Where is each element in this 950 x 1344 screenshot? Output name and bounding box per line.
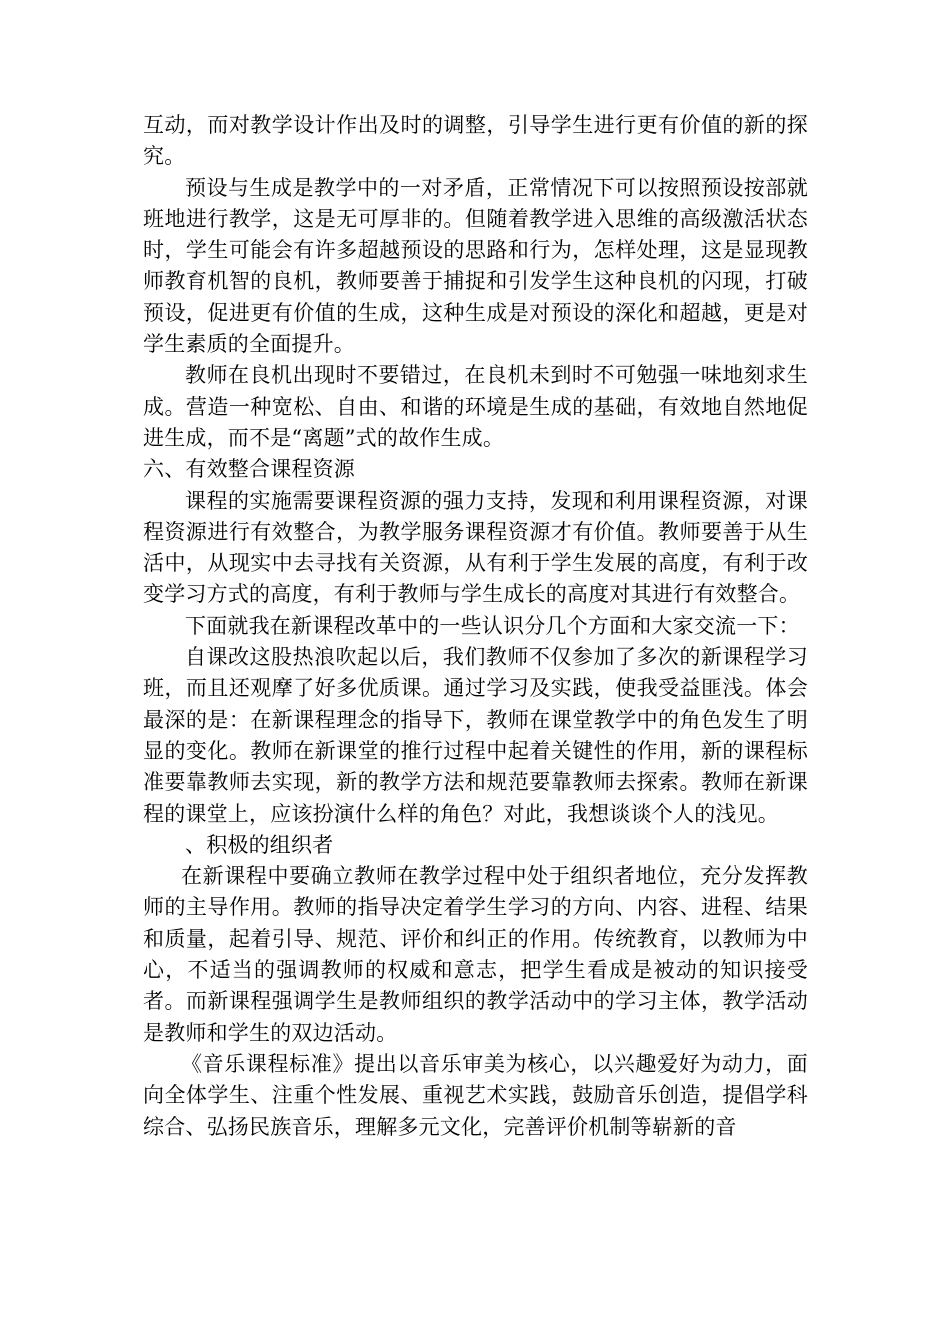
- paragraph-opportunity: 教师在良机出现时不要错过，在良机未到时不可勉强一味地刻求生成。营造一种宽松、自由、和谐的环境是生成的基础，有效地自然地促进生成，而不是“离题”式的故作生成。: [143, 363, 808, 450]
- paragraph-curriculum-resources: 课程的实施需要课程资源的强力支持，发现和利用课程资源，对课程资源进行有效整合，为教学服务课程资源才有价值。教师要善于从生活中，从现实中去寻找有关资源，从有利于学生发展的高度，有利于改变学习方式的高度，有利于教师与学生成长的高度对其进行有效整合。: [143, 488, 808, 607]
- paragraph-intro-exchange: 下面就我在新课程改革中的一些认识分几个方面和大家交流一下：: [185, 613, 800, 638]
- subheading-organizer: 、积极的组织者: [185, 832, 334, 857]
- document-page: [143, 110, 808, 1143]
- section-heading-six: 六、有效整合课程资源: [143, 457, 355, 482]
- paragraph-continuation: 互动，而对教学设计作出及时的调整，引导学生进行更有价值的新的探究。: [143, 113, 808, 169]
- paragraph-organizer-role: 在新课程中要确立教师在教学过程中处于组织者地位，充分发挥教师的主导作用。教师的指导决定着学生学习的方向、内容、进程、结果和质量，起着引导、规范、评价和纠正的作用。传统教育，以教师为中心，不适当的强调教师的权威和意志，把学生看成是被动的知识接受者。而新课程强调学生是教师组织的教学活动中的学习主体，教学活动是教师和学生的双边活动。: [143, 864, 808, 1045]
- paragraph-music-standard: 《音乐课程标准》提出以音乐审美为核心，以兴趣爱好为动力，面向全体学生、注重个性发展、重视艺术实践，鼓励音乐创造，提倡学科综合、弘扬民族音乐，理解多元文化，完善评价机制等崭新的音: [143, 1051, 808, 1139]
- paragraph-preset-generation: 预设与生成是教学中的一对矛盾，正常情况下可以按照预设按部就班地进行教学，这是无可厚非的。但随着教学进入思维的高级激活状态时，学生可能会有许多超越预设的思路和行为，怎样处理，这是显现教师教育机智的良机，教师要善于捕捉和引发学生这种良机的闪现，打破预设，促进更有价值的生成，这种生成是对预设的深化和超越，更是对学生素质的全面提升。: [143, 175, 808, 357]
- paragraph-reform-experience: 自课改这股热浪吹起以后，我们教师不仅参加了多次的新课程学习班，而且还观摩了好多优质课。通过学习及实践，使我受益匪浅。体会最深的是：在新课程理念的指导下，教师在课堂教学中的角色发生了明显的变化。教师在新课堂的推行过程中起着关键性的作用，新的课程标准要靠教师去实现，新的教学方法和规范要靠教师去探索。教师在新课程的课堂上，应该扮演什么样的角色？对此，我想谈谈个人的浅见。: [143, 645, 808, 826]
